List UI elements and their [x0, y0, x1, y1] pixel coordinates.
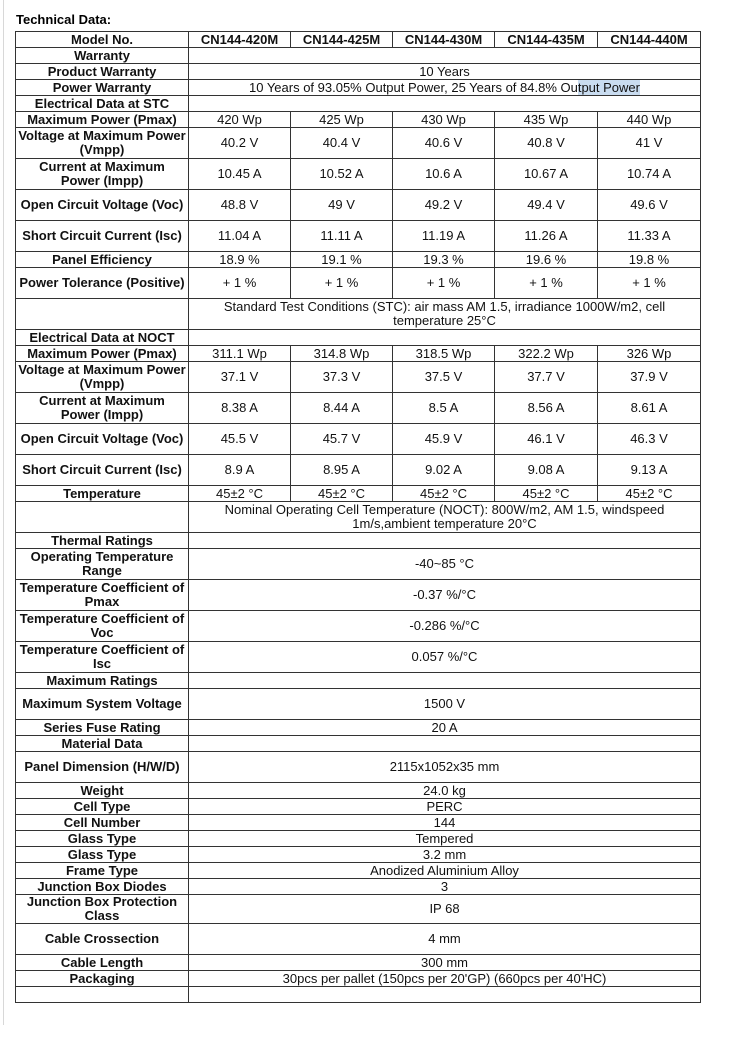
- cell: 18.9 %: [189, 252, 291, 268]
- cell: 45±2 °C: [393, 486, 495, 502]
- row-label: Operating Temperature Range: [16, 549, 189, 580]
- page-title: Technical Data:: [16, 12, 112, 27]
- cell: 37.9 V: [598, 362, 701, 393]
- row-label: Packaging: [16, 971, 189, 987]
- table-row: [16, 424, 701, 455]
- cell: 10.45 A: [189, 159, 291, 190]
- row-value: Anodized Aluminium Alloy: [189, 863, 701, 879]
- row-label-blank: [16, 299, 189, 330]
- section-title-noct: Electrical Data at NOCT: [16, 330, 189, 346]
- cell: 49.4 V: [495, 190, 598, 221]
- section-row-max-ratings: [16, 673, 701, 689]
- row-value: 3.2 mm: [189, 847, 701, 863]
- cell: 45.9 V: [393, 424, 495, 455]
- row-value: 20 A: [189, 720, 701, 736]
- row-label: Product Warranty: [16, 64, 189, 80]
- table-row: [16, 611, 701, 642]
- cell: 326 Wp: [598, 346, 701, 362]
- cell: 37.7 V: [495, 362, 598, 393]
- section-row-stc: [16, 96, 701, 112]
- row-value: PERC: [189, 799, 701, 815]
- row-label: Maximum System Voltage: [16, 689, 189, 720]
- model-column-4: CN144-435M: [495, 32, 598, 48]
- cell: 37.5 V: [393, 362, 495, 393]
- table-row: [16, 112, 701, 128]
- cell: 11.26 A: [495, 221, 598, 252]
- row-label: Cable Length: [16, 955, 189, 971]
- table-row: [16, 847, 701, 863]
- model-column-5: CN144-440M: [598, 32, 701, 48]
- table-row: [16, 32, 701, 48]
- table-row: [16, 815, 701, 831]
- cell: 435 Wp: [495, 112, 598, 128]
- cell: 45±2 °C: [598, 486, 701, 502]
- row-value: -0.37 %/°C: [189, 580, 701, 611]
- table-row: [16, 863, 701, 879]
- row-label: Series Fuse Rating: [16, 720, 189, 736]
- row-label: Short Circuit Current (Isc): [16, 221, 189, 252]
- cell: 8.95 A: [291, 455, 393, 486]
- cell: 37.3 V: [291, 362, 393, 393]
- cell: 48.8 V: [189, 190, 291, 221]
- row-value: -0.286 %/°C: [189, 611, 701, 642]
- row-value: Tempered: [189, 831, 701, 847]
- cell: 11.33 A: [598, 221, 701, 252]
- section-row-warranty: [16, 48, 701, 64]
- section-row-noct: [16, 330, 701, 346]
- row-label: Junction Box Diodes: [16, 879, 189, 895]
- section-blank: [189, 736, 701, 752]
- model-column-2: CN144-425M: [291, 32, 393, 48]
- row-label: Maximum Power (Pmax): [16, 112, 189, 128]
- row-value: 4 mm: [189, 924, 701, 955]
- row-value: [189, 955, 701, 971]
- table-row: [16, 689, 701, 720]
- row-label: Temperature Coefficient of Isc: [16, 642, 189, 673]
- cell: 8.9 A: [189, 455, 291, 486]
- section-title-max-ratings: Maximum Ratings: [16, 673, 189, 689]
- cell: 45±2 °C: [291, 486, 393, 502]
- row-label: Frame Type: [16, 863, 189, 879]
- cell: 45±2 °C: [495, 486, 598, 502]
- section-blank: [189, 673, 701, 689]
- stc-note: Standard Test Conditions (STC): air mass AM 1.5, irradiance 1000W/m2, cell temperature 25°C: [189, 299, 701, 330]
- technical-data-table: [15, 31, 701, 1003]
- table-row: [16, 580, 701, 611]
- cell: 19.1 %: [291, 252, 393, 268]
- section-blank: [189, 330, 701, 346]
- row-label: Voltage at Maximum Power (Vmpp): [16, 128, 189, 159]
- cell: 8.61 A: [598, 393, 701, 424]
- row-value: 3: [189, 879, 701, 895]
- cell: + 1 %: [495, 268, 598, 299]
- cable-value: 300 mm: [421, 954, 468, 970]
- section-blank: [189, 96, 701, 112]
- cell: 10.6 A: [393, 159, 495, 190]
- table-row: [16, 752, 701, 783]
- row-label: Weight: [16, 783, 189, 799]
- cell: 37.1 V: [189, 362, 291, 393]
- table-row: [16, 783, 701, 799]
- power-warranty-text: 10 Years of 93.05% Output Power, 25 Years of 84.8% Ou: [248, 79, 578, 95]
- cell: 8.44 A: [291, 393, 393, 424]
- cell: 40.8 V: [495, 128, 598, 159]
- table-row: [16, 879, 701, 895]
- cell: 8.38 A: [189, 393, 291, 424]
- noct-note: Nominal Operating Cell Temperature (NOCT): 800W/m2, AM 1.5, windspeed 1m/s,ambient temperature 20°C: [189, 502, 701, 533]
- row-value: 24.0 kg: [189, 783, 701, 799]
- row-label: Cell Type: [16, 799, 189, 815]
- table-row: [16, 393, 701, 424]
- cell: 430 Wp: [393, 112, 495, 128]
- cell: 46.3 V: [598, 424, 701, 455]
- table-row: [16, 799, 701, 815]
- section-row-thermal: [16, 533, 701, 549]
- cell: 440 Wp: [598, 112, 701, 128]
- table-row: [16, 80, 701, 96]
- row-value: 2115x1052x35 mm: [189, 752, 701, 783]
- section-blank: [189, 48, 701, 64]
- row-value: IP 68: [189, 895, 701, 924]
- table-row: [16, 549, 701, 580]
- cell: 10.52 A: [291, 159, 393, 190]
- cell: 19.6 %: [495, 252, 598, 268]
- model-column-1: CN144-420M: [189, 32, 291, 48]
- section-row-material: [16, 736, 701, 752]
- row-label-blank: [16, 502, 189, 533]
- table-row: [16, 299, 701, 330]
- cell: + 1 %: [598, 268, 701, 299]
- cell: 10.74 A: [598, 159, 701, 190]
- cell: 318.5 Wp: [393, 346, 495, 362]
- cell: 322.2 Wp: [495, 346, 598, 362]
- cell: 40.4 V: [291, 128, 393, 159]
- page-edge-line: [3, 0, 4, 1025]
- cell: 49.2 V: [393, 190, 495, 221]
- row-label: Panel Efficiency: [16, 252, 189, 268]
- row-label: Temperature Coefficient of Pmax: [16, 580, 189, 611]
- table-row: [16, 128, 701, 159]
- cell: 19.3 %: [393, 252, 495, 268]
- cell: 11.19 A: [393, 221, 495, 252]
- row-value: 30pcs per pallet (150pcs per 20'GP) (660pcs per 40'HC): [189, 971, 701, 987]
- table-row: [16, 642, 701, 673]
- cell: 45±2 °C: [189, 486, 291, 502]
- selected-text: tput Power: [577, 79, 640, 95]
- row-value: 10 Years: [189, 64, 701, 80]
- cell: 311.1 Wp: [189, 346, 291, 362]
- table-row: [16, 252, 701, 268]
- cell: 11.04 A: [189, 221, 291, 252]
- table-row: [16, 720, 701, 736]
- table-row: [16, 64, 701, 80]
- section-title-stc: Electrical Data at STC: [16, 96, 189, 112]
- model-column-3: CN144-430M: [393, 32, 495, 48]
- row-label: Cable Crossection: [16, 924, 189, 955]
- row-value: -40~85 °C: [189, 549, 701, 580]
- cell: 425 Wp: [291, 112, 393, 128]
- row-value: 1500 V: [189, 689, 701, 720]
- cell: 40.6 V: [393, 128, 495, 159]
- row-label: Glass Type: [16, 847, 189, 863]
- row-label: Junction Box Protection Class: [16, 895, 189, 924]
- table-row: [16, 159, 701, 190]
- row-label: [16, 987, 189, 1003]
- cell: 49 V: [291, 190, 393, 221]
- cell: + 1 %: [291, 268, 393, 299]
- cell: 41 V: [598, 128, 701, 159]
- cell: 420 Wp: [189, 112, 291, 128]
- row-value: 144: [189, 815, 701, 831]
- cell: 40.2 V: [189, 128, 291, 159]
- cell: 8.5 A: [393, 393, 495, 424]
- cell: 19.8 %: [598, 252, 701, 268]
- section-title-warranty: Warranty: [16, 48, 189, 64]
- row-label: Cell Number: [16, 815, 189, 831]
- row-label: Voltage at Maximum Power (Vmpp): [16, 362, 189, 393]
- cell: + 1 %: [189, 268, 291, 299]
- cell: 45.5 V: [189, 424, 291, 455]
- row-value: 0.057 %/°C: [189, 642, 701, 673]
- row-label: Short Circuit Current (Isc): [16, 455, 189, 486]
- row-label: Power Warranty: [16, 80, 189, 96]
- row-label: Current at Maximum Power (Impp): [16, 159, 189, 190]
- table-row: [16, 190, 701, 221]
- table-row: [16, 971, 701, 987]
- row-label: Open Circuit Voltage (Voc): [16, 190, 189, 221]
- cell: 9.08 A: [495, 455, 598, 486]
- section-blank: [189, 533, 701, 549]
- table-row: [16, 221, 701, 252]
- table-row: [16, 486, 701, 502]
- cell: 8.56 A: [495, 393, 598, 424]
- row-label: Panel Dimension (H/W/D): [16, 752, 189, 783]
- cell: 11.11 A: [291, 221, 393, 252]
- table-row: [16, 455, 701, 486]
- table-row: [16, 268, 701, 299]
- row-label: Current at Maximum Power (Impp): [16, 393, 189, 424]
- table-row: [16, 955, 701, 971]
- cell: 49.6 V: [598, 190, 701, 221]
- section-title-material: Material Data: [16, 736, 189, 752]
- cell: 314.8 Wp: [291, 346, 393, 362]
- row-value: [189, 987, 701, 1003]
- table-row: [16, 831, 701, 847]
- row-label: Open Circuit Voltage (Voc): [16, 424, 189, 455]
- cell: + 1 %: [393, 268, 495, 299]
- table-row: [16, 924, 701, 955]
- section-title-thermal: Thermal Ratings: [16, 533, 189, 549]
- cell: 46.1 V: [495, 424, 598, 455]
- model-no-label: Model No.: [16, 32, 189, 48]
- cell: 45.7 V: [291, 424, 393, 455]
- row-label: Power Tolerance (Positive): [16, 268, 189, 299]
- row-label: Temperature: [16, 486, 189, 502]
- row-label: Maximum Power (Pmax): [16, 346, 189, 362]
- table-row: [16, 987, 701, 1003]
- row-label: Temperature Coefficient of Voc: [16, 611, 189, 642]
- cell: 9.13 A: [598, 455, 701, 486]
- cell: 10.67 A: [495, 159, 598, 190]
- table-row: [16, 362, 701, 393]
- table-row: [16, 346, 701, 362]
- row-value: [189, 80, 701, 96]
- row-label: Glass Type: [16, 831, 189, 847]
- table-row: [16, 895, 701, 924]
- table-row: [16, 502, 701, 533]
- cell: 9.02 A: [393, 455, 495, 486]
